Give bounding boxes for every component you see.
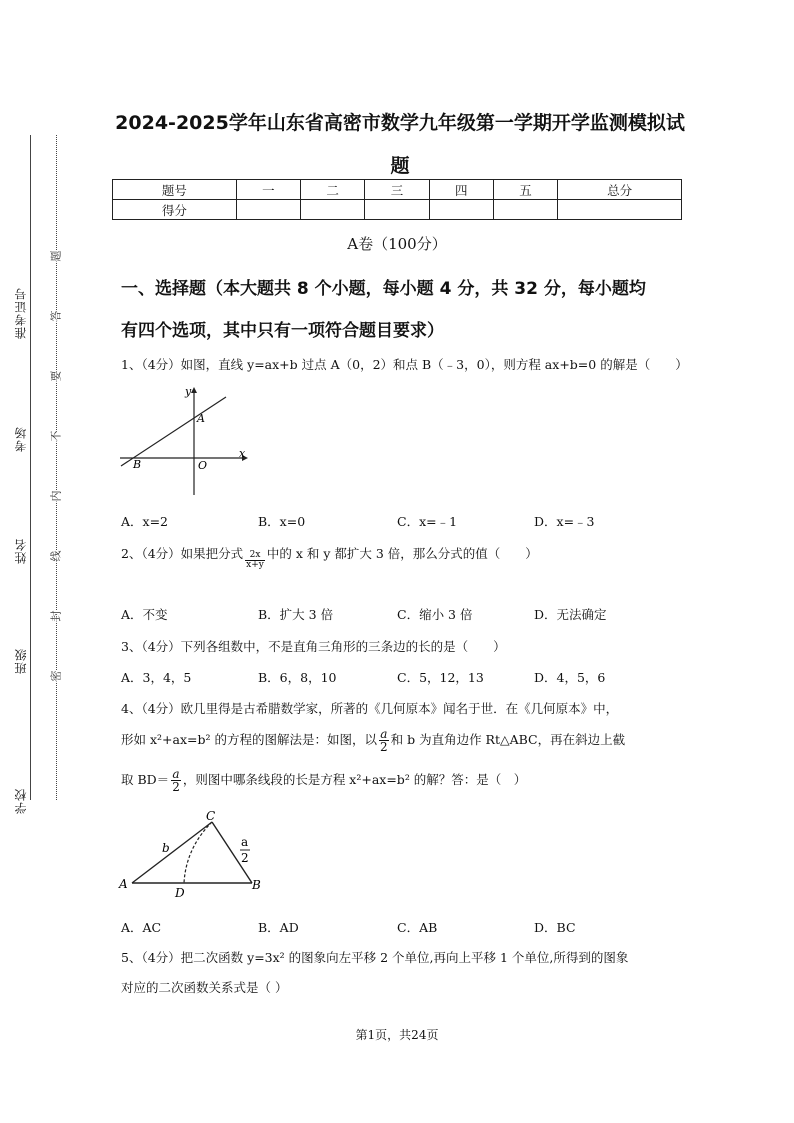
vertex-a-label: A [119,877,128,891]
fraction-numerator: a [380,727,388,741]
question-4-option-a[interactable]: A．AC [121,920,162,935]
score-input-cell[interactable] [301,200,365,220]
score-cell: 五 [493,180,557,200]
x-axis-label: x [239,447,246,460]
y-axis-arrow [191,387,197,393]
question-1-option-c[interactable]: C．x=﹣1 [397,514,458,529]
question-3-option-a[interactable]: A．3，4，5 [121,670,192,685]
question-1-option-a[interactable]: A．x=2 [121,514,169,529]
seal-char: 密 [49,670,63,682]
line-ax-plus-b [121,397,226,466]
score-cell: 一 [236,180,300,200]
score-input-cell[interactable] [558,200,682,220]
side-label-exam-room: 考场 [14,426,28,452]
score-cell: 得分 [113,200,237,220]
question-4-figure [114,810,274,902]
score-cell: 三 [365,180,429,200]
fraction-numerator: 2x [245,551,265,561]
question-4-option-c[interactable]: C．AB [397,920,438,935]
question-4-fraction-bd [171,768,181,793]
question-2-prefix: 2、（4分）如果把分式 [121,546,244,561]
side-label-name: 姓名 [14,538,28,564]
question-4-line-1: 4、（4分）欧几里得是古希腊数学家，所著的《几何原本》闻名于世．在《几何原本》中， [121,701,619,716]
part-title: A卷（100分） [347,235,447,253]
question-2-option-c[interactable]: C．缩小 3 倍 [397,607,473,622]
question-4-option-d[interactable]: D．BC [534,920,576,935]
question-1-text: 1、（4分）如图，直线 y=ax+b 过点 A（0，2）和点 B（﹣3，0），则方程 ax+b=0 的解是（ ） [121,357,688,372]
point-d-label: D [175,886,185,900]
score-input-cell[interactable] [493,200,557,220]
score-cell: 二 [301,180,365,200]
origin-label: O [198,459,208,472]
question-2-option-a[interactable]: A．不变 [121,607,168,622]
question-2-fraction [245,551,265,570]
question-4-line-2-prefix: 形如 x²+ax=b² 的方程的图解法是：如图，以 [121,732,377,747]
seal-char: 要 [49,370,63,382]
side-a2-numerator: a [241,835,249,849]
seal-char: 答 [49,310,63,322]
question-3-option-b[interactable]: B．6，8，10 [258,670,337,685]
question-2-suffix: 中的 x 和 y 都扩大 3 倍，那么分式的值（ ） [266,546,538,561]
question-5-line-2: 对应的二次函数关系式是（ ） [121,980,288,995]
score-input-cell[interactable] [365,200,429,220]
side-a2-denominator: 2 [241,851,249,865]
section-title-continued: 有四个选项，其中只有一项符合题目要求） [121,321,444,341]
seal-char: 内 [49,490,63,502]
seal-char: 封 [49,610,63,622]
y-axis-label: y [185,385,192,398]
side-ac [132,822,212,883]
question-1-option-d[interactable]: D．x=﹣3 [534,514,595,529]
fraction-numerator: a [172,767,180,781]
section-title: 一、选择题（本大题共 8 个小题，每小题 4 分，共 32 分，每小题均 [121,279,646,299]
question-5-line-1: 5、（4分）把二次函数 y=3x² 的图象向左平移 2 个单位,再向上平移 1 个单位,所得到的图象 [121,950,629,965]
question-3-option-d[interactable]: D．4，5，6 [534,670,606,685]
fraction-denominator: x+y [246,560,264,570]
question-4-line-3-prefix: 取 BD＝ [121,772,170,787]
score-cell: 总分 [558,180,682,200]
question-4-line-2 [121,728,625,753]
question-1-figure [118,383,250,497]
question-2-option-b[interactable]: B．扩大 3 倍 [258,607,334,622]
point-a-label: A [197,412,205,425]
side-label-class: 班级 [14,648,28,674]
vertex-b-label: B [252,878,261,892]
page-title: 2024-2025学年山东省高密市数学九年级第一学期开学监测模拟试 [115,112,685,134]
question-2-option-d[interactable]: D．无法确定 [534,607,607,622]
question-4-line-2-suffix: 和 b 为直角边作 Rt△ABC，再在斜边上截 [390,732,626,747]
point-b-label: B [133,458,142,471]
question-4-line-3-suffix: ，则图中哪条线段的长是方程 x²+ax=b² 的解？答：是（ ） [182,772,527,787]
question-2-text [121,544,538,570]
score-table [112,179,682,220]
seal-char: 题 [49,250,63,262]
question-4-option-b[interactable]: B．AD [258,920,299,935]
seal-char: 线 [49,550,63,562]
question-3-text: 3、（4分）下列各组数中，不是直角三角形的三条边的长的是（ ） [121,639,506,654]
vertex-c-label: C [206,810,216,823]
question-4-line-3 [121,768,526,793]
question-1-option-b[interactable]: B．x=0 [258,514,306,529]
fraction-denominator: 2 [172,780,180,794]
score-table-header-row [113,180,682,200]
side-b-label: b [162,841,170,855]
score-cell: 四 [429,180,493,200]
score-input-cell[interactable] [236,200,300,220]
score-input-cell[interactable] [429,200,493,220]
question-3-option-c[interactable]: C．5，12，13 [397,670,484,685]
fraction-denominator: 2 [379,740,388,754]
side-label-school: 学校 [14,788,28,814]
page-footer: 第1页，共24页 [355,1028,439,1042]
side-label-exam-id: 准考证号 [14,287,28,339]
page-title-continued: 题 [390,155,410,177]
arc-cd [184,822,212,883]
score-cell: 题号 [113,180,237,200]
seal-char: 不 [49,430,63,442]
question-4-fraction-a-over-2 [379,728,389,753]
score-table-score-row [113,200,682,220]
